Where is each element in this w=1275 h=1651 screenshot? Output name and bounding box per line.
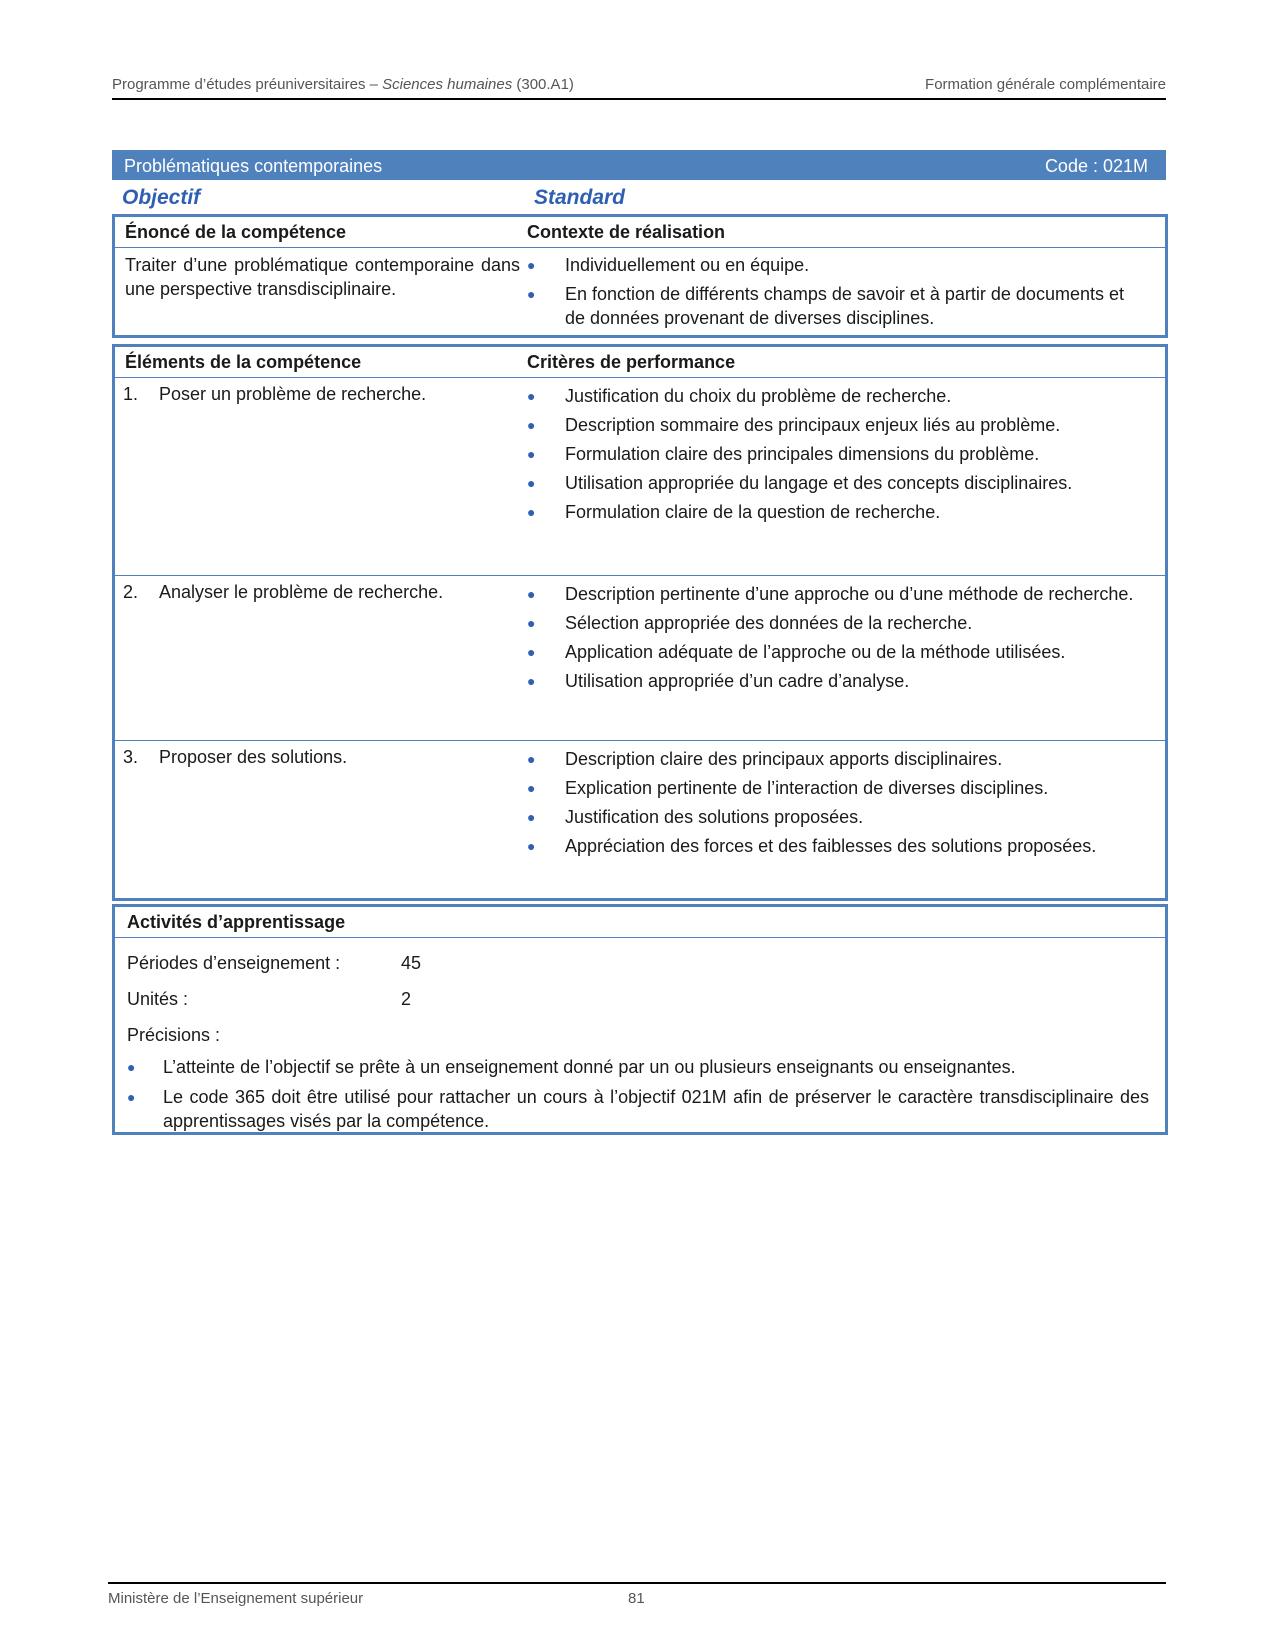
criterion-item-text: Justification du choix du problème de recherche. <box>565 386 952 406</box>
section-title: Formation générale complémentaire <box>925 76 1166 93</box>
criterion-item <box>527 640 1147 664</box>
context-item <box>527 253 1147 277</box>
competence-statement: Traiter d’une problématique contemporaine dans une perspective transdisciplinaire. <box>125 255 520 299</box>
criterion-item-text: Explication pertinente de l’interaction de diverses disciplines. <box>565 778 1049 798</box>
course-code: Code : 021M <box>1044 156 1148 176</box>
bullet-icon: ● <box>527 644 536 660</box>
precisions-label: Précisions : <box>127 1025 221 1045</box>
units-value: 2 <box>401 989 412 1009</box>
competence-header <box>115 217 1165 248</box>
criterion-item-text: Appréciation des forces et des faiblesses des solutions proposées. <box>565 836 1097 856</box>
elements-box <box>112 344 1168 901</box>
precision-item-text: L’atteinte de l’objectif se prête à un enseignement donné par un ou plusieurs enseignants ou enseignantes. <box>163 1057 1016 1077</box>
context-item-text: En fonction de différents champs de savoir et à partir de documents et de données provenant de diverses disciplines. <box>565 284 1124 328</box>
criterion-item <box>527 747 1147 771</box>
criterion-item <box>527 413 1147 437</box>
activities-box <box>112 904 1168 1135</box>
element-row <box>115 378 1165 576</box>
running-footer <box>108 1582 1166 1612</box>
criterion-item <box>527 384 1147 408</box>
periods-label: Périodes d’enseignement : <box>127 953 341 973</box>
bullet-icon: ● <box>527 257 536 273</box>
page-number: 81 <box>628 1590 645 1607</box>
criterion-item <box>527 834 1147 858</box>
standard-heading: Standard <box>534 186 626 209</box>
precision-item <box>127 1055 1149 1079</box>
units-label: Unités : <box>127 989 189 1009</box>
course-title: Problématiques contemporaines <box>124 156 383 176</box>
bullet-icon: ● <box>527 615 536 631</box>
bullet-icon: ● <box>527 446 536 462</box>
bullet-icon: ● <box>527 751 536 767</box>
criterion-item-text: Formulation claire des principales dimensions du problème. <box>565 444 1040 464</box>
criterion-item-text: Description sommaire des principaux enjeux liés au problème. <box>565 415 1061 435</box>
criterion-item-text: Application adéquate de l’approche ou de la méthode utilisées. <box>565 642 1066 662</box>
activities-header <box>115 907 1165 938</box>
bullet-icon: ● <box>527 504 536 520</box>
criterion-item-text: Utilisation appropriée d’un cadre d’analyse. <box>565 671 910 691</box>
statement-header: Énoncé de la compétence <box>125 222 347 242</box>
objectif-heading: Objectif <box>122 186 201 209</box>
context-item <box>527 282 1147 330</box>
bullet-icon: ● <box>127 1059 136 1075</box>
element-text: Proposer des solutions. <box>159 747 348 767</box>
criterion-item-text: Utilisation appropriée du langage et des concepts disciplinaires. <box>565 473 1073 493</box>
precision-item-text: Le code 365 doit être utilisé pour rattacher un cours à l’objectif 021M afin de préserver le caractère transdisciplinaire des apprentissages visés par la compétence. <box>163 1087 1149 1131</box>
criterion-item-text: Sélection appropriée des données de la recherche. <box>565 613 973 633</box>
element-text: Poser un problème de recherche. <box>159 384 427 404</box>
criteria-list <box>527 747 1147 863</box>
periods-value: 45 <box>401 953 422 973</box>
element-number: 3. <box>123 747 139 767</box>
criterion-item <box>527 500 1147 524</box>
criterion-item <box>527 669 1147 693</box>
criterion-item-text: Formulation claire de la question de recherche. <box>565 502 941 522</box>
bullet-icon: ● <box>527 673 536 689</box>
running-header <box>112 76 1166 100</box>
criterion-item <box>527 776 1147 800</box>
bullet-icon: ● <box>527 838 536 854</box>
elements-header <box>115 347 1165 378</box>
criteria-header: Critères de performance <box>527 352 736 372</box>
activities-title: Activités d’apprentissage <box>127 912 346 932</box>
ministry-name: Ministère de l’Enseignement supérieur <box>108 1590 364 1607</box>
bullet-icon: ● <box>527 586 536 602</box>
bullet-icon: ● <box>527 780 536 796</box>
bullet-icon: ● <box>527 388 536 404</box>
element-row <box>115 576 1165 741</box>
context-header: Contexte de réalisation <box>527 222 726 242</box>
precisions-list <box>127 1055 1149 1139</box>
criterion-item-text: Description pertinente d’une approche ou d’une méthode de recherche. <box>565 584 1134 604</box>
program-title: Programme d’études préuniversitaires – Sciences humaines (300.A1) <box>112 76 574 93</box>
context-list <box>527 253 1147 335</box>
course-title-bar <box>112 150 1166 180</box>
criterion-item <box>527 471 1147 495</box>
bullet-icon: ● <box>127 1089 136 1105</box>
bullet-icon: ● <box>527 475 536 491</box>
bullet-icon: ● <box>527 286 536 302</box>
competence-box <box>112 214 1168 338</box>
elements-left-header: Éléments de la compétence <box>125 352 362 372</box>
criterion-item-text: Description claire des principaux apports disciplinaires. <box>565 749 1003 769</box>
element-text: Analyser le problème de recherche. <box>159 582 444 602</box>
criterion-item <box>527 582 1147 606</box>
criterion-item <box>527 611 1147 635</box>
criterion-item-text: Justification des solutions proposées. <box>565 807 864 827</box>
criteria-list <box>527 582 1147 698</box>
criterion-item <box>527 805 1147 829</box>
element-number: 1. <box>123 384 139 404</box>
bullet-icon: ● <box>527 809 536 825</box>
element-number: 2. <box>123 582 139 602</box>
criterion-item <box>527 442 1147 466</box>
context-item-text: Individuellement ou en équipe. <box>565 255 810 275</box>
bullet-icon: ● <box>527 417 536 433</box>
precision-item <box>127 1085 1149 1133</box>
element-row <box>115 741 1165 891</box>
elements-rows <box>115 378 1165 891</box>
criteria-list <box>527 384 1147 529</box>
